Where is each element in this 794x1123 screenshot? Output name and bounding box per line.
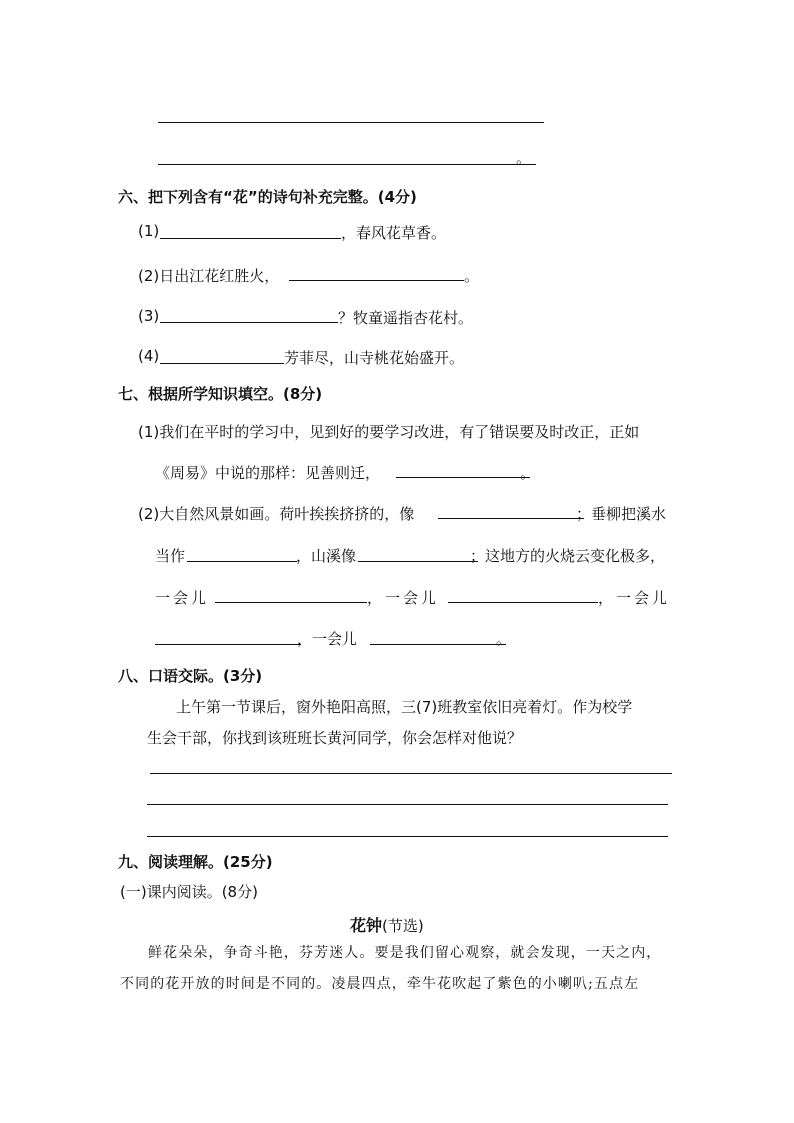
answer-line[interactable] — [158, 164, 536, 165]
q7-2-blank-3[interactable] — [358, 561, 478, 562]
q7-1-blank[interactable] — [396, 477, 530, 478]
q7-2-blank-4[interactable] — [215, 602, 367, 603]
q8-answer-line-3[interactable] — [147, 836, 668, 837]
q7-2-line1-prefix: (2)大自然风景如画。荷叶挨挨挤挤的，像 — [138, 505, 415, 523]
q8-answer-line-1[interactable] — [150, 773, 672, 774]
q7-2-blank-1[interactable] — [438, 518, 584, 519]
q8-prompt-line2: 生会干部，你找到该班班长黄河同学，你会怎样对他说？ — [147, 729, 523, 747]
q7-2-line3-b: ，一会儿 — [367, 589, 440, 607]
poem-2-blank[interactable] — [289, 280, 464, 281]
passage-title — [350, 913, 424, 936]
q7-2-line3-c: ，一会儿 — [598, 589, 671, 607]
q7-2-blank-5[interactable] — [448, 602, 598, 603]
poem-4-prefix: (4) — [138, 347, 160, 365]
poem-1-suffix: ，春风花草香。 — [341, 224, 447, 242]
q7-2-blank-6[interactable] — [155, 644, 301, 645]
q7-2-line2-a: 当作 — [155, 547, 186, 565]
q7-1-line1: (1)我们在平时的学习中，见到好的要学习改进，有了错误要及时改正，正如 — [138, 423, 640, 441]
section-9-subheading: (一)课内阅读。(8分) — [120, 883, 258, 901]
q7-2-line2-c: ；这地方的火烧云变化极多， — [470, 547, 666, 565]
q7-2-line1-suffix: ；垂柳把溪水 — [576, 505, 667, 523]
q7-2-line4-b: ，一会儿 — [297, 630, 358, 648]
q7-1-line2-suffix: 。 — [520, 464, 536, 482]
poem-2-prefix: (2)日出江花红胜火， — [138, 267, 280, 285]
passage-line-1: 鲜花朵朵，争奇斗艳，芬芳迷人。要是我们留心观察，就会发现，一天之内， — [148, 945, 662, 961]
passage-line-2: 不同的花开放的时间是不同的。凌晨四点，牵牛花吹起了紫色的小喇叭;五点左 — [120, 976, 640, 992]
q7-2-blank-2[interactable] — [187, 561, 297, 562]
section-8-heading: 八、口语交际。(3分) — [118, 667, 263, 685]
poem-3-suffix: ？牧童遥指杏花村。 — [338, 309, 474, 327]
poem-3-prefix: (3) — [138, 307, 160, 325]
poem-2-suffix: 。 — [464, 267, 480, 285]
answer-period: 。 — [516, 149, 532, 167]
q8-prompt-line1: 上午第一节课后，窗外艳阳高照，三(7)班教室依旧亮着灯。作为校学 — [176, 698, 633, 716]
poem-3-blank[interactable] — [160, 322, 338, 323]
q7-1-line2-prefix: 《周易》中说的那样：见善则迁， — [155, 464, 381, 482]
answer-line[interactable] — [158, 122, 544, 123]
q7-2-line2-b: ，山溪像 — [296, 547, 357, 565]
poem-1-blank[interactable] — [160, 238, 341, 239]
poem-1-prefix: (1) — [138, 222, 160, 240]
poem-4-suffix: 芳菲尽，山寺桃花始盛开。 — [284, 349, 465, 367]
passage-title-text: 花钟 — [350, 916, 383, 935]
section-7-heading: 七、根据所学知识填空。(8分) — [118, 385, 323, 403]
section-6-heading: 六、把下列含有“花”的诗句补充完整。(4分) — [118, 188, 417, 206]
poem-4-blank[interactable] — [160, 363, 284, 364]
section-9-heading: 九、阅读理解。(25分) — [118, 853, 273, 871]
q7-2-line4-c: 。 — [496, 630, 512, 648]
q7-2-line3-a: 一会儿 — [155, 589, 210, 607]
passage-title-note: (节选) — [382, 917, 424, 935]
q7-2-blank-7[interactable] — [370, 644, 506, 645]
q8-answer-line-2[interactable] — [147, 804, 668, 805]
